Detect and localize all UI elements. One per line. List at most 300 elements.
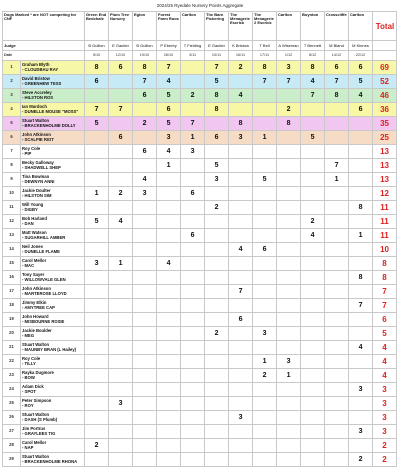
score-cell: 6 — [133, 145, 157, 159]
score-cell — [133, 453, 157, 467]
date-cell: 26/10 — [157, 51, 181, 61]
score-cell — [205, 257, 229, 271]
row-name-cell — [21, 89, 85, 103]
row-name-cell — [21, 75, 85, 89]
score-cell: 4 — [301, 229, 325, 243]
score-cell — [229, 271, 253, 285]
table-row — [3, 453, 400, 467]
score-cell: 4 — [157, 75, 181, 89]
score-cell — [253, 313, 277, 327]
score-cell: 8 — [277, 117, 301, 131]
row-total: 6 — [373, 313, 397, 327]
score-cell — [109, 439, 133, 453]
score-cell: 2 — [85, 439, 109, 453]
score-cell — [301, 341, 325, 355]
row-name-cell — [21, 103, 85, 117]
score-cell — [181, 425, 205, 439]
score-cell — [133, 313, 157, 327]
row-dog: - BOW — [22, 376, 84, 381]
score-cell: 8 — [301, 61, 325, 75]
row-total: 3 — [373, 411, 397, 425]
score-cell — [277, 215, 301, 229]
score-cell — [85, 397, 109, 411]
score-cell — [301, 397, 325, 411]
score-cell: 1 — [253, 131, 277, 145]
score-cell — [349, 327, 373, 341]
score-cell: 7 — [133, 75, 157, 89]
score-cell — [325, 341, 349, 355]
row-dog: - GRAYLEES TIG — [22, 432, 84, 437]
score-cell — [157, 229, 181, 243]
score-cell — [325, 313, 349, 327]
table-row — [3, 201, 400, 215]
row-owner: Jim Portrus — [22, 427, 84, 432]
score-cell: 1 — [181, 131, 205, 145]
score-cell — [205, 215, 229, 229]
row-rank: 7 — [3, 145, 21, 159]
score-cell — [301, 187, 325, 201]
row-name-cell — [21, 439, 85, 453]
score-cell — [349, 131, 373, 145]
row-total: 2 — [373, 453, 397, 467]
score-cell: 8 — [253, 61, 277, 75]
score-cell — [85, 355, 109, 369]
row-owner: Carol Mellor — [22, 441, 84, 446]
table-row — [3, 117, 400, 131]
header-cell-total: Total — [373, 12, 397, 41]
score-cell: 7 — [277, 75, 301, 89]
row-owner: Tina Bowman — [22, 175, 84, 180]
score-cell — [109, 75, 133, 89]
judge-cell: T Bell — [253, 41, 277, 51]
score-cell — [253, 285, 277, 299]
score-cell — [349, 285, 373, 299]
header-cell-venue: Carlton — [349, 12, 373, 41]
score-cell — [229, 215, 253, 229]
row-rank: 27 — [3, 425, 21, 439]
score-cell: 3 — [349, 425, 373, 439]
header-cell-venue: Forest Farm Roos — [157, 12, 181, 41]
score-cell: 2 — [133, 117, 157, 131]
row-owner: Jackie Doulter — [22, 189, 84, 194]
score-cell — [325, 103, 349, 117]
score-cell — [277, 285, 301, 299]
score-cell — [277, 145, 301, 159]
judge-cell: T Fielding — [181, 41, 205, 51]
score-cell — [229, 103, 253, 117]
score-cell: 3 — [277, 61, 301, 75]
score-cell — [253, 383, 277, 397]
score-cell — [301, 411, 325, 425]
score-cell: 6 — [109, 131, 133, 145]
score-cell — [205, 313, 229, 327]
score-cell — [349, 215, 373, 229]
score-cell — [229, 229, 253, 243]
score-cell — [229, 397, 253, 411]
score-cell — [229, 299, 253, 313]
score-cell — [349, 313, 373, 327]
score-cell — [349, 117, 373, 131]
score-cell — [133, 131, 157, 145]
score-cell: 2 — [301, 215, 325, 229]
row-name-cell — [21, 299, 85, 313]
row-dog: - SPOT — [22, 390, 84, 395]
row-total: 4 — [373, 355, 397, 369]
row-dog: - DUNELLE FLAME — [22, 250, 84, 255]
score-cell — [157, 397, 181, 411]
score-cell — [181, 61, 205, 75]
row-total: 8 — [373, 257, 397, 271]
score-cell — [133, 383, 157, 397]
table-row — [3, 327, 400, 341]
row-owner: David Bristow — [22, 77, 84, 82]
score-cell: 5 — [301, 131, 325, 145]
row-dog: - SUGARHILL AMBER — [22, 236, 84, 241]
score-cell — [253, 453, 277, 467]
score-cell — [85, 159, 109, 173]
row-total: 11 — [373, 215, 397, 229]
score-cell — [325, 369, 349, 383]
score-cell — [301, 173, 325, 187]
row-dog: - MISBOURNE ROSIE — [22, 320, 84, 325]
score-cell — [109, 159, 133, 173]
score-cell — [205, 271, 229, 285]
score-cell — [133, 439, 157, 453]
score-cell — [133, 215, 157, 229]
score-cell: 4 — [301, 75, 325, 89]
score-cell: 6 — [181, 187, 205, 201]
score-cell — [349, 173, 373, 187]
row-name-cell — [21, 145, 85, 159]
score-cell — [181, 453, 205, 467]
score-cell — [277, 327, 301, 341]
score-cell — [85, 299, 109, 313]
score-cell — [133, 243, 157, 257]
score-cell — [277, 313, 301, 327]
judge-cell: B Gullion — [133, 41, 157, 51]
score-cell — [205, 243, 229, 257]
score-cell: 6 — [109, 61, 133, 75]
row-rank: 6 — [3, 131, 21, 145]
table-row — [3, 341, 400, 355]
row-dog: - DAN — [22, 222, 84, 227]
score-cell — [133, 159, 157, 173]
score-cell — [85, 383, 109, 397]
score-cell: 4 — [157, 257, 181, 271]
row-dog: - GREENHEW TESS — [22, 82, 84, 87]
row-owner: Graham Blyth — [22, 63, 84, 68]
score-cell — [109, 89, 133, 103]
score-cell — [85, 89, 109, 103]
score-cell: 6 — [85, 75, 109, 89]
row-rank: 13 — [3, 229, 21, 243]
row-name-cell — [21, 257, 85, 271]
row-dog: - SCALPIE RIOT — [22, 138, 84, 143]
score-cell — [133, 411, 157, 425]
judge-cell: M Bland — [325, 41, 349, 51]
score-cell — [157, 355, 181, 369]
date-cell: 8/12 — [301, 51, 325, 61]
score-cell: 5 — [205, 75, 229, 89]
score-cell — [205, 439, 229, 453]
score-cell — [85, 131, 109, 145]
score-cell — [301, 159, 325, 173]
date-cell: 3/11 — [181, 51, 205, 61]
row-name-cell — [21, 341, 85, 355]
table-row — [3, 215, 400, 229]
table-row — [3, 229, 400, 243]
score-cell — [205, 299, 229, 313]
score-cell — [277, 159, 301, 173]
row-owner: Matt Watson — [22, 231, 84, 236]
score-cell — [301, 453, 325, 467]
score-cell: 7 — [205, 61, 229, 75]
table-row — [3, 103, 400, 117]
score-cell — [277, 299, 301, 313]
row-rank: 21 — [3, 341, 21, 355]
row-rank: 1 — [3, 61, 21, 75]
score-cell — [157, 271, 181, 285]
score-cell — [301, 355, 325, 369]
score-cell: 7 — [325, 75, 349, 89]
score-cell — [181, 159, 205, 173]
score-cell — [277, 89, 301, 103]
row-owner: John Atkinson — [22, 133, 84, 138]
score-cell — [157, 215, 181, 229]
score-cell — [253, 299, 277, 313]
score-cell — [325, 355, 349, 369]
score-cell — [85, 271, 109, 285]
row-total: 52 — [373, 75, 397, 89]
score-cell: 6 — [349, 61, 373, 75]
score-cell: 2 — [349, 453, 373, 467]
score-cell — [277, 453, 301, 467]
score-cell — [253, 257, 277, 271]
score-cell — [229, 201, 253, 215]
score-cell — [325, 383, 349, 397]
score-cell: 8 — [349, 271, 373, 285]
row-total: 5 — [373, 327, 397, 341]
row-owner: Peter Simpson — [22, 399, 84, 404]
score-cell — [349, 257, 373, 271]
score-cell: 6 — [229, 313, 253, 327]
score-cell — [301, 243, 325, 257]
score-cell — [205, 341, 229, 355]
row-rank: 12 — [3, 215, 21, 229]
score-cell — [325, 257, 349, 271]
score-cell: 8 — [85, 61, 109, 75]
row-rank: 10 — [3, 187, 21, 201]
score-cell: 4 — [229, 243, 253, 257]
score-cell — [325, 439, 349, 453]
score-cell — [277, 229, 301, 243]
score-cell — [301, 369, 325, 383]
score-cell — [325, 453, 349, 467]
score-cell — [181, 285, 205, 299]
score-cell: 3 — [349, 383, 373, 397]
row-total: 4 — [373, 341, 397, 355]
score-cell — [325, 327, 349, 341]
table-row — [3, 131, 400, 145]
header-cell-venue: Carlton — [277, 12, 301, 41]
date-label: Date — [3, 51, 85, 61]
score-cell — [109, 145, 133, 159]
score-cell — [229, 159, 253, 173]
score-cell — [157, 173, 181, 187]
row-owner: Jimmy Elkin — [22, 301, 84, 306]
score-cell — [349, 369, 373, 383]
score-cell — [157, 383, 181, 397]
row-owner: Will Young — [22, 203, 84, 208]
score-cell — [253, 145, 277, 159]
score-cell: 7 — [301, 89, 325, 103]
score-cell — [133, 201, 157, 215]
score-cell: 8 — [349, 201, 373, 215]
score-cell — [277, 173, 301, 187]
score-cell — [109, 411, 133, 425]
row-rank: 20 — [3, 327, 21, 341]
score-cell: 4 — [349, 341, 373, 355]
row-owner: Neil Jones — [22, 245, 84, 250]
table-row — [3, 411, 400, 425]
row-owner: Steve Accreley — [22, 91, 84, 96]
row-owner: Ian Murdoch — [22, 105, 84, 110]
date-cell-empty — [373, 51, 397, 61]
score-cell — [301, 299, 325, 313]
table-row — [3, 397, 400, 411]
score-cell: 4 — [133, 173, 157, 187]
row-rank: 3 — [3, 89, 21, 103]
score-cell — [157, 425, 181, 439]
score-cell — [181, 313, 205, 327]
score-cell — [157, 453, 181, 467]
table-row — [3, 61, 400, 75]
score-cell — [85, 201, 109, 215]
table-row — [3, 145, 400, 159]
row-rank: 8 — [3, 159, 21, 173]
score-cell — [109, 299, 133, 313]
score-cell — [205, 369, 229, 383]
score-cell — [181, 257, 205, 271]
score-cell — [109, 243, 133, 257]
score-cell: 4 — [229, 89, 253, 103]
score-cell — [325, 117, 349, 131]
score-cell — [253, 201, 277, 215]
row-name-cell — [21, 159, 85, 173]
row-total: 8 — [373, 271, 397, 285]
row-rank: 24 — [3, 383, 21, 397]
score-cell: 7 — [253, 75, 277, 89]
score-cell — [205, 383, 229, 397]
score-cell: 8 — [205, 89, 229, 103]
table-row — [3, 271, 400, 285]
row-owner: Roy Cole — [22, 357, 84, 362]
judge-cell-empty — [373, 41, 397, 51]
score-cell — [349, 397, 373, 411]
score-cell: 6 — [253, 243, 277, 257]
date-cell: 1/12 — [277, 51, 301, 61]
row-dog: - MEG — [22, 334, 84, 339]
score-cell — [229, 425, 253, 439]
judge-cell: E Gautier — [205, 41, 229, 51]
score-cell — [229, 187, 253, 201]
score-cell — [133, 425, 157, 439]
row-name-cell — [21, 383, 85, 397]
row-name-cell — [21, 215, 85, 229]
score-cell — [109, 229, 133, 243]
date-cell: 12/10 — [109, 51, 133, 61]
judge-cell: P Eberby — [157, 41, 181, 51]
score-cell: 2 — [181, 89, 205, 103]
row-total: 7 — [373, 299, 397, 313]
row-dog: - SHADWELL SHEP — [22, 166, 84, 171]
row-dog: - DEWNYN ANNI — [22, 180, 84, 185]
row-dog: - WILLOWVALE GLEN — [22, 278, 84, 283]
score-cell — [253, 159, 277, 173]
score-cell — [109, 117, 133, 131]
row-name-cell — [21, 117, 85, 131]
score-cell — [133, 397, 157, 411]
score-cell — [229, 173, 253, 187]
date-cell: 17/11 — [253, 51, 277, 61]
score-cell — [109, 383, 133, 397]
row-owner: Carol Mellor — [22, 259, 84, 264]
row-total: 11 — [373, 201, 397, 215]
score-cell — [349, 159, 373, 173]
points-table — [2, 11, 400, 467]
score-cell — [109, 327, 133, 341]
score-cell — [85, 327, 109, 341]
score-cell — [85, 229, 109, 243]
score-cell — [349, 411, 373, 425]
score-cell — [349, 439, 373, 453]
row-total: 35 — [373, 117, 397, 131]
row-rank: 18 — [3, 299, 21, 313]
row-total: 36 — [373, 103, 397, 117]
header-cell-venue: Boynton — [301, 12, 325, 41]
judge-cell: B Gullion — [85, 41, 109, 51]
score-cell — [157, 341, 181, 355]
score-cell — [181, 341, 205, 355]
score-cell — [85, 453, 109, 467]
row-name-cell — [21, 243, 85, 257]
row-owner: Stuart Walton — [22, 455, 84, 460]
score-cell — [181, 271, 205, 285]
row-rank: 4 — [3, 103, 21, 117]
score-cell — [109, 201, 133, 215]
table-row — [3, 313, 400, 327]
score-cell: 7 — [229, 285, 253, 299]
score-cell — [253, 439, 277, 453]
row-dog: - DUNELLE MOUSE "MOSS" — [22, 110, 84, 115]
score-cell: 8 — [229, 117, 253, 131]
row-rank: 23 — [3, 369, 21, 383]
score-cell — [253, 103, 277, 117]
date-cell: 16/11 — [229, 51, 253, 61]
judge-cell: K Bristow — [229, 41, 253, 51]
score-cell: 6 — [133, 89, 157, 103]
row-owner: Becky Galloway — [22, 161, 84, 166]
row-name-cell — [21, 201, 85, 215]
row-owner: Stuart Walton — [22, 119, 84, 124]
row-name-cell — [21, 313, 85, 327]
score-cell — [301, 145, 325, 159]
score-cell: 2 — [229, 61, 253, 75]
score-cell — [157, 327, 181, 341]
table-row — [3, 383, 400, 397]
score-cell — [109, 453, 133, 467]
score-cell — [277, 425, 301, 439]
